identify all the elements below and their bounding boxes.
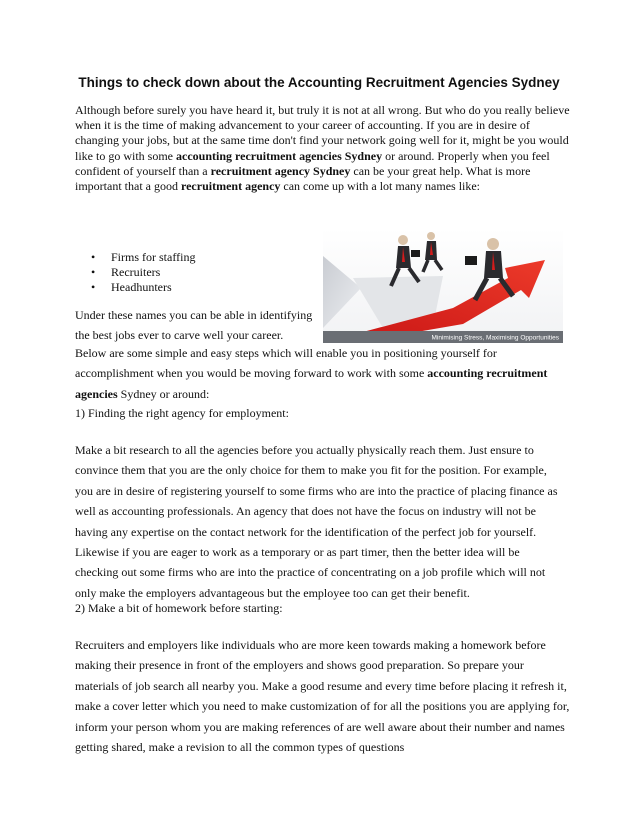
page-title: Things to check down about the Accounting Recruitment Agencies Sydney [78,75,560,90]
section-heading-2: 2) Make a bit of homework before starting: [75,601,283,615]
intro-text-4: can come up with a lot many names like: [280,179,481,194]
intro-paragraph [75,103,575,194]
intro-text-3: can be your great help. What is more important that a good [75,163,531,194]
bullet-list [75,250,195,295]
list-item: • Firms for staffing [75,250,195,265]
section-body-2: Recruiters and employers like individuals who are more keen towards making a homework before making their presence in front of the employers and shows good preparation. So prepare your materials of job search all nearby you. Make a good resume and every time before placing it refresh it, make a cover letter which you need to make customization of for all the positions you are applying for, inform your person whom you are making references of are well aware about their number and names getting shared, make a revision to all the common types of questions [75,638,570,755]
section-body-1: Make a bit research to all the agencies before you actually physically reach them. Just ensure to convince them that you are the only choice for them to make you fit for the position. For example, you are in desire of registering yourself to some firms who are into the practice of placing finance as well as accounting professionals. An agency that does not have the focus on industry will not be having any expertise on the contact network for the identification of the perfect job for yourself. Likewise if you are eager to work as a temporary or as part timer, then the better idea will be checking out some firms who are into the practice of concentrating on a job profile which will not only make the employers advantageous but the employee too can get their benefit. [75,443,558,600]
list-item: • Headhunters [75,280,195,295]
steps-intro-text-1: Below are some simple and easy steps which will enable you in positioning yourself for accomplishment when you would be moving forward to work with some [75,346,497,381]
keyword-recruitment-agency: recruitment agency [180,179,281,194]
keyword-accounting-recruitment-agencies: accounting recruitment agencies [75,366,548,401]
steps-intro-paragraph [75,343,555,404]
image-caption: Minimising Stress, Maximising Opportunities [431,334,559,342]
keyword-recruitment-agency-sydney: recruitment agency Sydney [210,163,351,178]
hero-image [323,228,563,343]
under-names-paragraph: Under these names you can be able in identifying the best jobs ever to carve well your career. [75,308,313,343]
section-heading-1: 1) Finding the right agency for employment: [75,406,289,420]
intro-text-1: Although before surely you have heard it, but truly it is not at all wrong. But who do you really believe when it is the time of making advancement to your career of accounting. If you are in desire of changing your jobs, but at the same time don't find your network going well for it, might be you would like to go with some [75,103,570,163]
keyword-accounting-recruitment-agencies-sydney: accounting recruitment agencies Sydney [176,148,383,163]
steps-intro-text-2: Sydney or around: [117,386,210,401]
intro-text-2: or around. Properly when you feel confident of yourself than a [75,148,550,178]
list-item: • Recruiters [75,265,195,280]
